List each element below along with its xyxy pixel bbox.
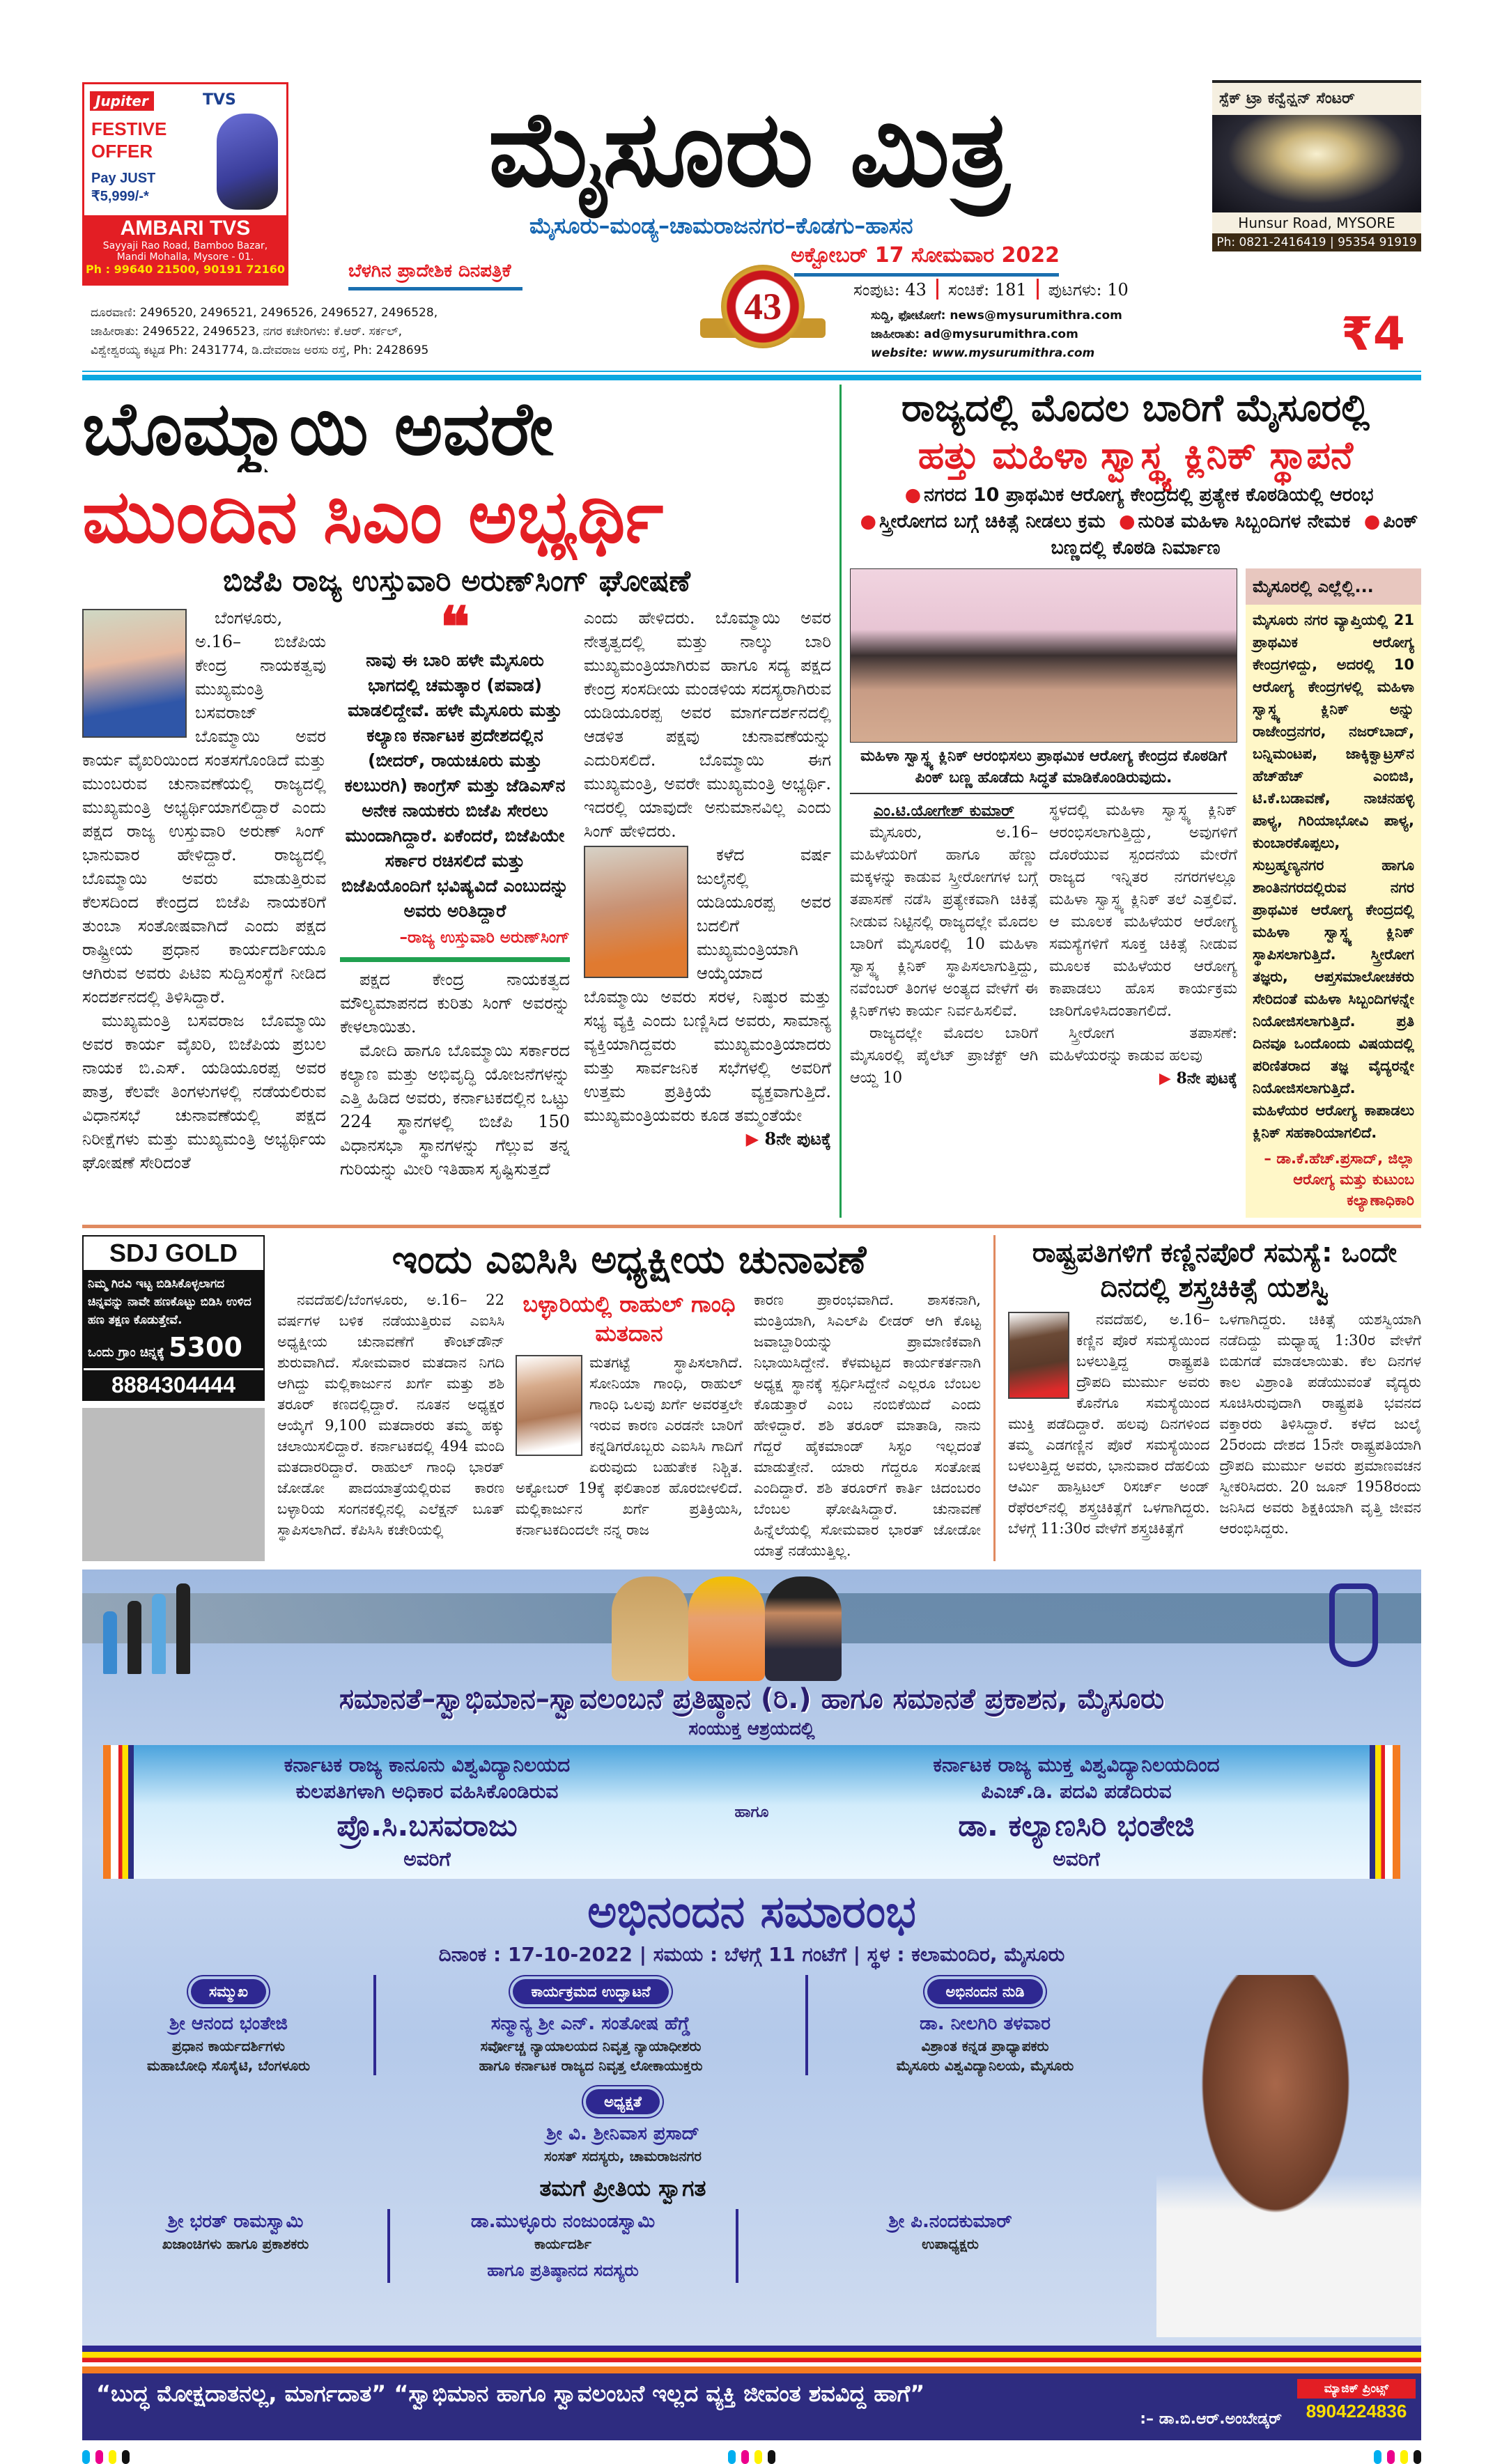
printer-ad[interactable] (1297, 2379, 1416, 2424)
highlight: ಸ್ತ್ರೀರೋಗದ ಬಗ್ಗೆ ಚಿಕಿತ್ಸೆ ನೀಡಲು ಕ್ರಮ (879, 511, 1106, 532)
role-desc: ವಿಶ್ರಾಂತ ಕನ್ನಡ ಪ್ರಾಧ್ಯಾಪಕರು (921, 2038, 1049, 2054)
price: ₹4 (1341, 307, 1405, 361)
honoree-name: ಪ್ರೊ.ಸಿ.ಬಸವರಾಜು (336, 1808, 518, 1843)
paragraph: ಕಳೆದ ವರ್ಷ ಜುಲೈನಲ್ಲಿ ಯಡಿಯೂರಪ್ಪ ಅವರ ಬದಲಿಗೆ ಮುಖ್ಯಮಂತ್ರಿಯಾಗಿ ಆಯ್ಕೆಯಾದ ಬೊಮ್ಮಾಯಿ ಅವರು ಸರಳ, ನಿಷ್ಠುರ ಮತ್ತು ಸಭ್ಯ ವ್ಯಕ್ತಿ ಎಂದು ಬಣ್ಣಿಸಿದ ಅವರು, ಸಾಮಾನ್ಯ ವ್ಯಕ್ತಿಯಾಗಿದ್ದವರು ಮುಖ್ಯಮಂತ್ರಿಯಾದರು ಮತ್ತು ಸಾರ್ವಜನಿಕ ಸಭೆಗಳಲ್ಲಿ ಅವರಿಗೆ ಉತ್ತಮ ಪ್ರತಿಕ್ರಿಯೆ ವ್ಯಕ್ತವಾಗುತ್ತಿದೆ. ಮುಖ್ಯಮಂತ್ರಿಯವರು ಕೂಡ ತಮ್ಮಂತೆಯೇ (584, 845, 831, 1125)
bullet-icon: ● (1363, 511, 1381, 532)
registration-marks (82, 2450, 130, 2464)
news-email[interactable]: ಸುದ್ದಿ, ಫೋಟೋಗೆ: news@mysurumithra.com (871, 309, 1122, 323)
host-name: ಶ್ರೀ ಭರತ್ ರಾಮಸ್ವಾಮಿ (167, 2211, 304, 2232)
ad-email[interactable]: ಜಾಹೀರಾತು: ad@mysurumithra.com (871, 327, 1078, 341)
role-felicitation-speech (814, 1975, 1156, 2075)
dealer-phone: Ph : 99640 21500, 90191 72160 (85, 263, 286, 276)
left-ads (82, 1235, 265, 1561)
honoree-suffix: ಅವರಿಗೆ (1053, 1847, 1100, 1870)
president-column-1 (1008, 1309, 1210, 1539)
lead-columns (82, 594, 831, 1181)
registration-marks (728, 2450, 775, 2464)
paragraph: ರಾಜ್ಯದಲ್ಲೇ ಮೊದಲ ಬಾರಿಗೆ ಮೈಸೂರಲ್ಲಿ ಪೈಲೆಟ್ ಪ್ರಾಜೆಕ್ಟ್ ಆಗಿ ಆಯ್ದ 10 (850, 1025, 1038, 1087)
divider (82, 1225, 1421, 1228)
byline: ಎಂ.ಟಿ.ಯೋಗೇಶ್ ಕುಮಾರ್ (874, 802, 1014, 820)
clinic-column-2 (1049, 800, 1237, 1090)
role-presidency (89, 2085, 1156, 2166)
divider (82, 375, 1421, 380)
organization-logo (1329, 1583, 1378, 1667)
issue-number: ಸಂಚಿಕೆ: 181 (947, 280, 1027, 300)
paragraph: ಮೈಸೂರು, ಅ.16– ಮಹಿಳೆಯರಿಗೆ ಹಾಗೂ ಹೆಣ್ಣು ಮಕ್ಕಳನ್ನು ಕಾಡುವ ಸ್ತ್ರೀರೋಗಗಳ ಬಗ್ಗೆ ತಪಾಸಣೆ ನಡೆಸಿ ಪ್ರತ್ಯೇಕವಾಗಿ ಚಿಕಿತ್ಸೆ ನೀಡುವ ನಿಟ್ಟಿನಲ್ಲಿ ರಾಜ್ಯದಲ್ಲೇ ಮೊದಲ ಬಾರಿಗೆ ಮೈಸೂರಲ್ಲಿ 10 ಮಹಿಳಾ ಸ್ವಾಸ್ಥ್ಯ ಕ್ಲಿನಿಕ್ ಸ್ಥಾಪಿಸಲಾಗುತ್ತಿದ್ದು, ನವೆಂಬರ್ ತಿಂಗಳ ಅಂತ್ಯದ ವೇಳೆಗೆ ಈ ಕ್ಲಿನಿಕ್‌ಗಳು ಕಾರ್ಯ ನಿರ್ವಹಿಸಲಿವೆ. (850, 824, 1038, 1020)
aicc-column-2 (516, 1289, 743, 1561)
aicc-subheadline: ಬಳ್ಳಾರಿಯಲ್ಲಿ ರಾಹುಲ್ ಗಾಂಧಿ ಮತದಾನ (522, 1291, 736, 1347)
joint-auspices: ಸಂಯುಕ್ತ ಆಶ್ರಯದಲ್ಲಿ (688, 1719, 815, 1739)
ambedkar-quote: “ಬುದ್ಧ ಮೋಕ್ಷದಾತನಲ್ಲ, ಮಾರ್ಗದಾತ” “ಸ್ವಾಭಿಮಾನ ಹಾಗೂ ಸ್ವಾವಲಂಬನೆ ಇಲ್ಲದ ವ್ಯಕ್ತಿ ಜೀವಂತ ಶವವಿದ್ದ ಹಾಗೆ” (96, 2380, 925, 2407)
marching-figures-illustration (96, 1576, 215, 1674)
lead-story (82, 385, 831, 1218)
role-label: ಅಭಿನಂದನ ನುಡಿ (927, 1979, 1042, 2004)
role-label: ಅಧ್ಯಕ್ಷತೆ (586, 2089, 660, 2114)
honoree-name: ಡಾ. ಕಲ್ಯಾಣಸಿರಿ ಭಂತೇಜಿ (958, 1808, 1195, 1843)
divider (340, 957, 570, 962)
clinic-columns (850, 800, 1237, 1090)
flag-stripes (82, 2346, 1421, 2373)
felicitation-event-advertisement[interactable] (82, 1570, 1421, 2346)
paragraph: ಮೋದಿ ಹಾಗೂ ಬೊಮ್ಮಾಯಿ ಸರ್ಕಾರದ ಕಲ್ಯಾಣ ಮತ್ತು ಅಭಿವೃದ್ಧಿ ಯೋಜನೆಗಳನ್ನು ಎತ್ತಿ ಹಿಡಿದ ಅವರು, ಕರ್ನಾಟಕದಲ್ಲಿನ ಒಟ್ಟು 224 ಸ್ಥಾನಗಳಲ್ಲಿ ಬಿಜೆಪಿ 150 ವಿಧಾನಸಭಾ ಸ್ಥಾನಗಳನ್ನು ಗೆಲ್ಲುವ ತನ್ನ ಗುರಿಯನ್ನು ಮೀರಿ ಇತಿಹಾಸ ಸೃಷ್ಟಿಸುತ್ತದೆ (340, 1041, 570, 1179)
top-stories-row (82, 385, 1421, 1218)
honorees-panel (103, 1745, 1400, 1879)
dealer-address: Sayyaji Rao Road, Bamboo Bazar, Mandi Mohalla, Mysore - 01. (102, 240, 268, 263)
hosts-footer: ಹಾಗೂ ಪ್ರತಿಷ್ಠಾನದ ಸದಸ್ಯರು (487, 2261, 639, 2280)
paragraph: ಮತಗಟ್ಟೆ ಸ್ಥಾಪಿಸಲಾಗಿದೆ. ಸೋನಿಯಾ ಗಾಂಧಿ, ರಾಹುಲ್ ಗಾಂಧಿ ಒಲವು ಖರ್ಗೆ ಅವರತ್ತಲೇ ಇರುವ ಕಾರಣ ಎರಡನೇ ಬಾರಿಗೆ ಕನ್ನಡಿಗರೊಬ್ಬರು ಎಐಸಿಸಿ ಗಾದಿಗೆ ಏರುವುದು ಬಹುತೇಕ ನಿಶ್ಚಿತ. ಅಕ್ಟೋಬರ್ 19ಕ್ಕೆ ಫಲಿತಾಂಶ ಹೊರಬೀಳಲಿದೆ. ಮಲ್ಲಿಕಾರ್ಜುನ ಖರ್ಗೆ ಪ್ರತಿಕ್ರಿಯಿಸಿ, ಕರ್ನಾಟಕದಿಂದಲೇ ನನ್ನ ರಾಜ (516, 1354, 743, 1538)
highlight: ಪಿಂಕ್ ಬಣ್ಣದಲ್ಲಿ ಕೊಠಡಿ ನಿರ್ಮಾಣ (1051, 511, 1418, 559)
aicc-column-3 (754, 1289, 981, 1561)
host-name: ಶ್ರೀ ಪಿ.ನಂದಕುಮಾರ್ (888, 2211, 1012, 2232)
bullet-icon: ● (904, 484, 922, 506)
host (89, 2209, 382, 2254)
convention-center-advertisement[interactable] (1212, 80, 1421, 251)
dealer-name: AMBARI TVS (120, 217, 251, 240)
paragraph: ಸ್ಥಳದಲ್ಲಿ ಮಹಿಳಾ ಸ್ವಾಸ್ಥ್ಯ ಕ್ಲಿನಿಕ್ ಆರಂಭಿಸಲಾಗುತ್ತಿದ್ದು, ಅವುಗಳಿಗೆ ದೊರೆಯುವ ಸ್ಪಂದನೆಯ ಮೇರೆಗೆ ರಾಜ್ಯದ ಇನ್ನಿತರ ನಗರಗಳಲ್ಲೂ ಮಹಿಳಾ ಸ್ವಾಸ್ಥ್ಯ ಕ್ಲಿನಿಕ್ ತಲೆ ಎತ್ತಲಿವೆ. ಆ ಮೂಲಕ ಮಹಿಳೆಯರ ಆರೋಗ್ಯ ಸಮಸ್ಯೆಗಳಿಗೆ ಸೂಕ್ತ ಚಿಕಿತ್ಸೆ ನೀಡುವ ಮೂಲಕ ಮಹಿಳೆಯರ ಆರೋಗ್ಯ ಕಾಪಾಡಲು ಹೊಸ ಕಾರ್ಯಕ್ರಮ ಜಾರಿಗೊಳಿಸಿದಂತಾಗಲಿದೆ. (1049, 802, 1237, 1020)
paragraph: ಪಕ್ಷದ ಕೇಂದ್ರ ನಾಯಕತ್ವದ ಮೌಲ್ಯಮಾಪನದ ಕುರಿತು ಸಿಂಗ್ ಅವರನ್ನು ಕೇಳಲಾಯಿತು. (340, 970, 570, 1037)
arrow-icon: ▶ (1159, 1069, 1177, 1087)
host (396, 2209, 730, 2283)
paragraph: ಒಳಗಾಗಿದ್ದರು. ಚಿಕಿತ್ಸೆ ಯಶಸ್ವಿಯಾಗಿ ನಡೆದಿದ್ದು ಮಧ್ಯಾಹ್ನ 1:30ರ ವೇಳೆಗೆ ಬಿಡುಗಡೆ ಮಾಡಲಾಯಿತು. ಕೆಲ ದಿನಗಳ ಕಾಲ ವಿಶ್ರಾಂತಿ ಪಡೆಯುವಂತೆ ವೈದ್ಯರು ಸೂಚಿಸಿರುವುದಾಗಿ ರಾಷ್ಟ್ರಪತಿ ಭವನದ ವಕ್ತಾರರು ತಿಳಿಸಿದ್ದಾರೆ. ಕಳೆದ ಜುಲೈ 25ರಂದು ದೇಶದ 15ನೇ ರಾಷ್ಟ್ರಪತಿಯಾಗಿ ದ್ರೌಪದಿ ಮುರ್ಮು ಅವರು ಪ್ರಮಾಣವಚನ ಸ್ವೀಕರಿಸಿದರು. 20 ಜೂನ್ 1958ರಂದು ಜನಿಸಿದ ಅವರು ಶಿಕ್ಷಕಿಯಾಗಿ ವೃತ್ತಿ ಜೀವನ ಆರಂಭಿಸಿದ್ದರು. (1219, 1311, 1421, 1537)
lead-column-1 (82, 606, 326, 1181)
ambedkar-quote-banner (82, 2373, 1421, 2440)
divider (348, 287, 522, 290)
contact-line: ಜಾಹೀರಾತು: 2496522, 2496523, ನಗರ ಕಚೇರಿಗಳು: ಕೆ.ಆರ್. ಸರ್ಕಲ್, (91, 325, 403, 339)
aicc-headline: ಇಂದು ಎಐಸಿಸಿ ಅಧ್ಯಕ್ಷೀಯ ಚುನಾವಣೆ (392, 1237, 867, 1283)
honoree-desc: ಕುಲಪತಿಗಳಾಗಿ ಅಧಿಕಾರ ವಹಿಸಿಕೊಂಡಿರುವ (295, 1780, 559, 1803)
quote-attribution: :– ಡಾ.ಬಿ.ಆರ್.ಅಂಬೇಡ್ಕರ್ (1140, 2410, 1282, 2428)
pull-quote (340, 594, 570, 1181)
clinic-room-photo (850, 568, 1237, 743)
festive-offer-text: FESTIVE OFFER (91, 118, 167, 162)
paragraph: ಕಾರಣ ಪ್ರಾರಂಭವಾಗಿದೆ. ಶಾಸಕನಾಗಿ, ಮಂತ್ರಿಯಾಗಿ, ಸಿಎಲ್‌ಪಿ ಲೀಡರ್ ಆಗಿ ಕೊಟ್ಟ ಜವಾಬ್ದಾರಿಯನ್ನು ಪ್ರಾಮಾಣಿಕವಾಗಿ ನಿಭಾಯಿಸಿದ್ದೇನೆ. ಕೆಳಮಟ್ಟದ ಕಾರ್ಯಕರ್ತನಾಗಿ ಅಧ್ಯಕ್ಷ ಸ್ಥಾನಕ್ಕೆ ಸ್ಪರ್ಧಿಸಿದ್ದೇನೆ ಎಲ್ಲರೂ ಬೆಂಬಲ ಕೊಡುತ್ತಾರೆ ಎಂಬ ನಂಬಿಕೆಯಿದೆ ಎಂದು ಹೇಳಿದ್ದಾರೆ. ಶಶಿ ತರೂರ್ ಮಾತಾಡಿ, ನಾನು ಗೆದ್ದರೆ ಹೈಕಮಾಂಡ್ ಸಿಸ್ಟಂ ಇಲ್ಲದಂತೆ ಮಾಡುತ್ತೇನೆ. ಯಾರು ಗೆದ್ದರೂ ಸಂತೋಷ ಎಂದಿದ್ದಾರೆ. ಶಶಿ ತರೂರ್‌ಗೆ ಕಾರ್ತಿ ಚಿದಂಬರಂ ಬೆಂಬಲ ಘೋಷಿಸಿದ್ದಾರೆ. ಚುನಾವಣೆ ಹಿನ್ನೆಲೆಯಲ್ಲಿ ಸೋಮವಾರ ಭಾರತ್ ಜೋಡೋ ಯಾತ್ರೆ ನಡೆಯುತ್ತಿಲ್ಲ. (754, 1292, 981, 1559)
convention-center-title: ಸ್ಪೆಕ್ ಟ್ರಾ ಕನ್ವೆನ್ಷನ್ ಸೆಂಟರ್ (1212, 83, 1421, 115)
newspaper-title: ಮೈಸೂರು ಮಿತ್ರ (488, 88, 1010, 210)
role-label: ಸಮ್ಮುಖ (191, 1979, 266, 2004)
divider (373, 1975, 376, 2075)
aicc-column-1 (277, 1289, 504, 1561)
roles-row (89, 1975, 1156, 2075)
role-desc: ಮಹಾಬೋಧಿ ಸೊಸೈಟಿ, ಬೆಂಗಳೂರು (146, 2057, 311, 2074)
aicc-columns (277, 1289, 981, 1561)
honoree-desc: ಕರ್ನಾಟಕ ರಾಜ್ಯ ಕಾನೂನು ವಿಶ್ವವಿದ್ಯಾನಿಲಯದ (284, 1753, 571, 1776)
president-columns (1008, 1309, 1421, 1539)
sidebar-box-signature: – ಡಾ.ಕೆ.ಹೆಚ್.ಪ್ರಸಾದ್, ಜಿಲ್ಲಾ ಆರೋಗ್ಯ ಮತ್ತು ಕುಟುಂಬ ಕಲ್ಯಾಣಾಧಿಕಾರಿ (1264, 1150, 1414, 1209)
tagline: ಬೆಳಗಿನ ಪ್ರಾದೇಶಿಕ ದಿನಪತ್ರಿಕೆ (348, 261, 511, 281)
role-desc: ಹಾಗೂ ಕರ್ನಾಟಕ ರಾಜ್ಯದ ನಿವೃತ್ತ ಲೋಕಾಯುಕ್ತರು (479, 2057, 703, 2074)
basavanna-portrait (688, 1576, 765, 1681)
divider (1037, 279, 1039, 300)
bommai-photo (584, 846, 688, 978)
president-column-2 (1220, 1309, 1422, 1539)
role-name: ಡಾ. ನೀಲಗಿರಿ ತಳವಾರ (920, 2013, 1051, 2034)
event-title: ಅಭಿನಂದನ ಸಮಾರಂಭ (587, 1886, 916, 1938)
paragraph: ಸ್ತ್ರೀರೋಗ ತಪಾಸಣೆ: ಮಹಿಳೆಯರನ್ನು ಕಾಡುವ ಹಲವು (1049, 1025, 1237, 1064)
honoree-desc: ಕರ್ನಾಟಕ ರಾಜ್ಯ ಮುಕ್ತ ವಿಶ್ವವಿದ್ಯಾನಿಲಯದಿಂದ (933, 1753, 1220, 1776)
tvs-logo: TVS (203, 91, 236, 109)
honoree-left (134, 1752, 720, 1872)
host-name: ಡಾ.ಮುಳ್ಳೂರು ನಂಜುಂಡಸ್ವಾಮಿ (470, 2211, 656, 2232)
website-link[interactable]: website: www.mysurumithra.com (871, 346, 1095, 360)
and-label: ಹಾಗೂ (734, 1803, 769, 1821)
continued-label: 8ನೇ ಪುಟಕ್ಕೆ (764, 1129, 831, 1149)
host-desc: ಖಜಾಂಚಿಗಳು ಹಾಗೂ ಪ್ರಕಾಶಕರು (162, 2236, 309, 2252)
page-count: ಪುಟಗಳು: 10 (1048, 280, 1129, 300)
clinic-body (850, 568, 1421, 1218)
honoree-right (783, 1752, 1370, 1872)
paragraph: ನವದೆಹಲಿ/ಬೆಂಗಳೂರು, ಅ.16– 22 ವರ್ಷಗಳ ಬಳಿಕ ನಡೆಯುತ್ತಿರುವ ಎಐಸಿಸಿ ಅಧ್ಯಕ್ಷೀಯ ಚುನಾವಣೆಗೆ ಕೌಂಟ್‌ಡೌನ್ ಶುರುವಾಗಿದೆ. ಸೋಮವಾರ ಮತದಾನ ನಿಗದಿ ಆಗಿದ್ದು ಮಲ್ಲಿಕಾರ್ಜುನ ಖರ್ಗೆ ಮತ್ತು ಶಶಿ ತರೂರ್ ಕಣದಲ್ಲಿದ್ದಾರೆ. ನೂತನ ಅಧ್ಯಕ್ಷರ ಆಯ್ಕೆಗೆ 9,100 ಮತದಾರರು ತಮ್ಮ ಹಕ್ಕು ಚಲಾಯಿಸಲಿದ್ದಾರೆ. ಕರ್ನಾಟಕದಲ್ಲಿ 494 ಮಂದಿ ಮತದಾರರಿದ್ದಾರೆ. ರಾಹುಲ್ ಗಾಂಧಿ ಭಾರತ್ ಜೋಡೋ ಪಾದಯಾತ್ರೆಯಲ್ಲಿರುವ ಕಾರಣ ಬಳ್ಳಾರಿಯ ಸಂಗನಕಲ್ಲಿನಲ್ಲಿ ಎಲೆಕ್ಷನ್ ಬೂತ್ ಸ್ಥಾಪಿಸಲಾಗಿದೆ. ಕೆಪಿಸಿಸಿ ಕಚೇರಿಯಲ್ಲಿ (277, 1292, 504, 1538)
blank-ad-space (82, 1408, 265, 1561)
emblem-number: 43 (721, 265, 805, 348)
rate-label: ಒಂದು ಗ್ರಾಂ ಚಿನ್ನಕ್ಕೆ (88, 1345, 164, 1360)
tvs-advertisement[interactable] (82, 82, 288, 286)
leader-portraits (612, 1573, 842, 1681)
registration-marks (1374, 2450, 1421, 2464)
divider (387, 2209, 390, 2283)
clinic-column-1 (850, 800, 1038, 1090)
convention-center-location: Hunsur Road, MYSORE (1212, 212, 1421, 233)
bullet-icon: ● (1118, 511, 1136, 532)
contact-line: ವಿಶ್ವೇಶ್ವರಯ್ಯ ಕಟ್ಟಡ Ph: 2431774, ಡಿ.ದೇವರಾಜ ಅರಸು ರಸ್ತೆ, Ph: 2428695 (91, 343, 429, 357)
divider (82, 371, 1421, 372)
contact-emails (871, 307, 1122, 363)
hosts-row (89, 2209, 1156, 2283)
role-label: ಕಾರ್ಯಕ್ರಮದ ಉದ್ಘಾಟನೆ (513, 1979, 668, 2004)
scooter-image (217, 114, 278, 210)
aicc-story (277, 1235, 981, 1561)
ad-banner-art (82, 1570, 1421, 1681)
paragraph: ಮುಖ್ಯಮಂತ್ರಿ ಬಸವರಾಜ ಬೊಮ್ಮಾಯಿ ಅವರ ಕಾರ್ಯ ವೈಖರಿ, ಬಿಜೆಪಿಯ ಪ್ರಬಲ ನಾಯಕ ಬಿ.ಎಸ್. ಯಡಿಯೂರಪ್ಪ ಅವರ ಪಾತ್ರ, ಕೆಲವೇ ತಿಂಗಳುಗಳಲ್ಲಿ ನಡೆಯಲಿರುವ ವಿಧಾನಸಭೆ ಚುನಾವಣೆಯಲ್ಲಿ ಪಕ್ಷದ ನಿರೀಕ್ಷೆಗಳು ಮತ್ತು ಮುಖ್ಯಮಂತ್ರಿ ಅಭ್ಯರ್ಥಿಯ ಘೋಷಣೆ ಸೇರಿದಂತೆ (82, 1011, 326, 1172)
droupadi-murmu-photo (1008, 1312, 1069, 1399)
divider (736, 2209, 738, 2283)
sdj-gold-phone: 8884304444 (84, 1368, 263, 1400)
clinic-story (850, 385, 1421, 1218)
sdj-gold-rate (84, 1332, 263, 1368)
sdj-gold-message: ನಿಮ್ಮ ಗಿರವಿ ಇಟ್ಟ ಬಿಡಿಸಿಕೊಳ್ಳಲಾಗದ ಚಿನ್ನವನ್ನು ನಾವೇ ಹಣಕೊಟ್ಟು ಬಿಡಿಸಿ ಉಳಿದ ಹಣ ತಕ್ಷಣ ಕೊಡುತ್ತೇವೆ. (88, 1277, 251, 1327)
printer-name: ಮ್ಯಾಜಿಕ್ ಪ್ರಿಂಟ್ಸ್ (1324, 2382, 1389, 2396)
honorees (134, 1745, 1370, 1879)
convention-center-image (1212, 115, 1421, 212)
quote-mark-icon: ❝ (440, 594, 470, 660)
president-headline: ರಾಷ್ಟ್ರಪತಿಗಳಿಗೆ ಕಣ್ಣಿನಪೊರೆ ಸಮಸ್ಯೆ: ಒಂದೇ ದಿನದಲ್ಲಿ ಶಸ್ತ್ರಚಿಕಿತ್ಸೆ ಯಶಸ್ವಿ (1032, 1237, 1398, 1303)
host-desc: ಕಾರ್ಯದರ್ಶಿ (534, 2236, 592, 2252)
role-name: ಶ್ರೀ ಆನಂದ ಭಂತೇಜಿ (169, 2013, 288, 2034)
lead-headline-line2: ಮುಂದಿನ ಸಿಎಂ ಅಭ್ಯರ್ಥಿ (82, 472, 664, 559)
contact-numbers (91, 304, 438, 360)
quote-attribution: –ರಾಜ್ಯ ಉಸ್ತುವಾರಿ ಅರುಣ್‌ಸಿಂಗ್ (399, 929, 570, 947)
paragraph: ಎಂದು ಹೇಳಿದರು. ಬೊಮ್ಮಾಯಿ ಅವರ ನೇತೃತ್ವದಲ್ಲಿ ಮತ್ತು ನಾಲ್ಕು ಬಾರಿ ಮುಖ್ಯಮಂತ್ರಿಯಾಗಿರುವ ಹಾಗೂ ಸದ್ಯ ಪಕ್ಷದ ಕೇಂದ್ರ ಸಂಸದೀಯ ಮಂಡಳಿಯ ಸದಸ್ಯರಾಗಿರುವ ಯಡಿಯೂರಪ್ಪ ಅವರ ಮಾರ್ಗದರ್ಶನದಲ್ಲಿ ಆಡಳಿತ ಪಕ್ಷವು ಚುನಾವಣೆಯನ್ನು ಎದುರಿಸಲಿದೆ. ಬೊಮ್ಮಾಯಿ ಈಗ ಮುಖ್ಯಮಂತ್ರಿ, ಅವರೇ ಮುಖ್ಯಮಂತ್ರಿ ಅಭ್ಯರ್ಥಿ. ಇದರಲ್ಲಿ ಯಾವುದೇ ಅನುಮಾನವಿಲ್ಲ ಎಂದು ಸಿಂಗ್ ಹೇಳಿದರು. (584, 608, 831, 841)
sidebar-box-title: ಮೈಸೂರಲ್ಲಿ ಎಲ್ಲೆಲ್ಲಿ... (1246, 568, 1421, 605)
continued-link[interactable] (584, 1127, 831, 1151)
role-desc: ಪ್ರಧಾನ ಕಾರ್ಯದರ್ಶಿಗಳು (172, 2038, 285, 2054)
role-presence (89, 1975, 368, 2075)
flag-stripe-right (1370, 1745, 1400, 1879)
bullet-icon: ● (860, 511, 877, 532)
clinic-main (850, 568, 1237, 1090)
pay-just-text: Pay JUST ₹5,999/-* (91, 171, 156, 204)
president-story (1008, 1235, 1421, 1561)
srinivas-prasad-photo (1156, 1975, 1421, 2337)
clinic-headline-line1: ರಾಜ್ಯದಲ್ಲಿ ಮೊದಲ ಬಾರಿಗೆ ಮೈಸೂರಲ್ಲಿ (901, 386, 1370, 430)
host-desc: ಉಪಾಧ್ಯಕ್ಷರು (922, 2236, 979, 2252)
paragraph: ನವದೆಹಲಿ, ಅ.16– ಕಣ್ಣಿನ ಪೊರೆ ಸಮಸ್ಯೆಯಿಂದ ಬಳಲುತ್ತಿದ್ದ ರಾಷ್ಟ್ರಪತಿ ದ್ರೌಪದಿ ಮುರ್ಮು ಅವರು ಕೊನೆಗೂ ಸಮಸ್ಯೆಯಿಂದ ಮುಕ್ತಿ ಪಡೆದಿದ್ದಾರೆ. ಹಲವು ದಿನಗಳಿಂದ ತಮ್ಮ ಎಡಗಣ್ಣಿನ ಪೊರೆ ಸಮಸ್ಯೆಯಿಂದ ಬಳಲುತ್ತಿದ್ದ ಅವರು, ಭಾನುವಾರ ದೆಹಲಿಯ ಆರ್ಮಿ ಹಾಸ್ಪಿಟಲ್ ರಿಸರ್ಚ್ ಅಂಡ್ ರೆಫೆರಲ್‌ನಲ್ಲಿ ಶಸ್ತ್ರಚಿಕಿತ್ಸೆಗೆ ಒಳಗಾಗಿದ್ದರು. ಬೆಳಗ್ಗೆ 11:30ರ ವೇಳೆಗೆ ಶಸ್ತ್ರಚಿಕಿತ್ಸೆಗೆ (1008, 1311, 1210, 1537)
honoree-desc: ಪಿಎಚ್.ಡಿ. ಪದವಿ ಪಡೆದಿರುವ (981, 1780, 1172, 1803)
ambedkar-portrait (765, 1576, 842, 1681)
divider (805, 1975, 808, 2075)
paragraph: ಬೆಂಗಳೂರು, ಅ.16– ಬಿಜೆಪಿಯ ಕೇಂದ್ರ ನಾಯಕತ್ವವು ಮುಖ್ಯಮಂತ್ರಿ ಬಸವರಾಜ್ ಬೊಮ್ಮಾಯಿ ಅವರ ಕಾರ್ಯ ವೈಖರಿಯಿಂದ ಸಂತಸಗೊಂಡಿದೆ ಮತ್ತು ಮುಂಬರುವ ಚುನಾವಣೆಯಲ್ಲಿ ರಾಜ್ಯದಲ್ಲಿ ಮುಖ್ಯಮಂತ್ರಿ ಅಭ್ಯರ್ಥಿಯಾಗಲಿದ್ದಾರೆ ಎಂದು ಪಕ್ಷದ ರಾಜ್ಯ ಉಸ್ತುವಾರಿ ಅರುಣ್ ಸಿಂಗ್ ಭಾನುವಾರ ಹೇಳಿದ್ದಾರೆ. ರಾಜ್ಯದಲ್ಲಿ ಬೊಮ್ಮಾಯಿ ಅವರು ಮಾಡುತ್ತಿರುವ ಕೆಲಸದಿಂದ ಕೇಂದ್ರದ ಬಿಜೆಪಿ ನಾಯಕರಿಗೆ ತುಂಬಾ ಸಂತೋಷವಾಗಿದೆ ಎಂದು ಪಕ್ಷದ ರಾಷ್ಟ್ರೀಯ ಪ್ರಧಾನ ಕಾರ್ಯದರ್ಶಿಯೂ ಆಗಿರುವ ಅವರು ಪಿಟಿಐ ಸುದ್ದಿಸಂಸ್ಥೆಗೆ ನೀಡಿದ ಸಂದರ್ಶನದಲ್ಲಿ ತಿಳಿಸಿದ್ದಾರೆ. (82, 608, 326, 1007)
highlight: ನಗರದ 10 ಪ್ರಾಥಮಿಕ ಆರೋಗ್ಯ ಕೇಂದ್ರದಲ್ಲಿ ಪ್ರತ್ಯೇಕ ಕೊಠಡಿಯಲ್ಲಿ ಆರಂಭ (924, 484, 1374, 506)
honoree-suffix: ಅವರಿಗೆ (403, 1847, 451, 1870)
sdj-gold-title: SDJ GOLD (84, 1237, 263, 1272)
welcome-text: ತಮಗೆ ಪ್ರೀತಿಯ ಸ್ವಾಗತ (539, 2175, 706, 2201)
divider (936, 279, 938, 300)
quote-text: ನಾವು ಈ ಬಾರಿ ಹಳೇ ಮೈಸೂರು ಭಾಗದಲ್ಲಿ ಚಮತ್ಕಾರ (ಪವಾಡ) ಮಾಡಲಿದ್ದೇವೆ. ಹಳೇ ಮೈಸೂರು ಮತ್ತು ಕಲ್ಯಾಣ ಕರ್ನಾಟಕ ಪ್ರದೇಶದಲ್ಲಿನ (ಬೀದರ್, ರಾಯಚೂರು ಮತ್ತು ಕಲಬುರಗಿ) ಕಾಂಗ್ರೆಸ್ ಮತ್ತು ಜೆಡಿಎಸ್‌ನ ಅನೇಕ ನಾಯಕರು ಬಿಜೆಪಿ ಸೇರಲು ಮುಂದಾಗಿದ್ದಾರೆ. ಏಕೆಂದರೆ, ಬಿಜೆಪಿಯೇ ಸರ್ಕಾರ ರಚಿಸಲಿದೆ ಮತ್ತು ಬಿಜೆಪಿಯೊಂದಿಗೆ ಭವಿಷ್ಯವಿದೆ ಎಂಬುದನ್ನು ಅವರು ಅರಿತಿದ್ದಾರೆ (341, 650, 569, 921)
highlight: ನುರಿತ ಮಹಿಳಾ ಸಿಬ್ಬಂದಿಗಳ ನೇಮಕ (1138, 511, 1351, 532)
continued-link[interactable] (1049, 1067, 1237, 1090)
lead-subheadline: ಬಿಜೆಪಿ ರಾಜ್ಯ ಉಸ್ತುವಾರಿ ಅರುಣ್‌ಸಿಂಗ್ ಘೋಷಣೆ (223, 564, 690, 598)
event-program (82, 1975, 1421, 2337)
event-details: ದಿನಾಂಕ : 17-10-2022 | ಸಮಯ : ಬೆಳಗ್ಗೆ 11 ಗಂಟೆಗೆ | ಸ್ಥಳ : ಕಲಾಮಂದಿರ, ಮೈಸೂರು (438, 1943, 1065, 1966)
rate-value: 5300 (169, 1332, 242, 1363)
anniversary-emblem (700, 252, 826, 364)
role-desc: ಸರ್ವೋಚ್ಚ ನ್ಯಾಯಾಲಯದ ನಿವೃತ್ತ ನ್ಯಾಯಾಧೀಶರು (480, 2038, 702, 2054)
organizers: ಸಮಾನತೆ–ಸ್ವಾಭಿಮಾನ–ಸ್ವಾವಲಂಬನೆ ಪ್ರತಿಷ್ಠಾನ (ರಿ.) ಹಾಗೂ ಸಮಾನತೆ ಪ್ರಕಾಶನ, ಮೈಸೂರು (339, 1683, 1165, 1715)
issue-date: ಅಕ್ಟೋಬರ್ 17 ಸೋಮವಾರ 2022 (791, 243, 1060, 268)
continued-label: 8ನೇ ಪುಟಕ್ಕೆ (1176, 1069, 1237, 1087)
divider (839, 385, 842, 1218)
sidebar-box-body: ಮೈಸೂರು ನಗರ ವ್ಯಾಪ್ತಿಯಲ್ಲಿ 21 ಪ್ರಾಥಮಿಕ ಆರೋಗ್ಯ ಕೇಂದ್ರಗಳಿದ್ದು, ಅದರಲ್ಲಿ 10 ಆರೋಗ್ಯ ಕೇಂದ್ರಗಳಲ್ಲಿ ಮಹಿಳಾ ಸ್ವಾಸ್ಥ್ಯ ಕ್ಲಿನಿಕ್ ಅನ್ನು ರಾಜೇಂದ್ರನಗರ, ನಜರ್‌ಬಾದ್, ಬನ್ನಿಮಂಟಪ, ಜಾಕ್ಕಿಕ್ವಾಟ್ರಸ್‌ನ ಹೆಚ್‌ಹೆಚ್ ಎಂಬಿಜಿ, ಟಿ.ಕೆ.ಬಡಾವಣೆ, ನಾಚನಹಳ್ಳಿ ಪಾಳ್ಯ, ಗಿರಿಯಾಭೋವಿ ಪಾಳ್ಯ, ಕುಂಬಾರಕೊಪ್ಪಲು, ಸುಬ್ರಹ್ಮಣ್ಯನಗರ ಹಾಗೂ ಶಾಂತಿನಗರದಲ್ಲಿರುವ ನಗರ ಪ್ರಾಥಮಿಕ ಆರೋಗ್ಯ ಕೇಂದ್ರದಲ್ಲಿ ಮಹಿಳಾ ಸ್ವಾಸ್ಥ್ಯ ಕ್ಲಿನಿಕ್ ಸ್ಥಾಪಿಸಲಾಗುತ್ತಿದೆ. ಸ್ತ್ರೀರೋಗ ತಜ್ಞರು, ಆಪ್ತಸಮಾಲೋಚಕರು ಸೇರಿದಂತೆ ಮಹಿಳಾ ಸಿಬ್ಬಂದಿಗಳನ್ನೇ ನಿಯೋಜಿಸಲಾಗುತ್ತಿದೆ. ಪ್ರತಿ ದಿನವೂ ಒಂದೊಂದು ವಿಷಯದಲ್ಲಿ ಪರಿಣಿತರಾದ ತಜ್ಞ ವೈದ್ಯರನ್ನೇ ನಿಯೋಜಿಸಲಾಗುತ್ತಿದೆ. ಮಹಿಳೆಯರ ಆರೋಗ್ಯ ಕಾಪಾಡಲು ಕ್ಲಿನಿಕ್ ಸಹಕಾರಿಯಾಗಲಿದೆ. (1253, 612, 1414, 1141)
clinic-headline-line2: ಹತ್ತು ಮಹಿಳಾ ಸ್ವಾಸ್ಥ್ಯ ಕ್ಲಿನಿಕ್ ಸ್ಥಾಪನೆ (918, 433, 1354, 477)
jupiter-logo: Jupiter (90, 91, 154, 111)
arrow-icon: ▶ (745, 1129, 765, 1149)
host (744, 2209, 1156, 2254)
roles-area (82, 1975, 1156, 2337)
volume: ಸಂಪುಟ: 43 (853, 280, 927, 300)
arun-singh-photo (82, 609, 187, 738)
sdj-gold-advertisement[interactable] (82, 1235, 265, 1401)
regions-tagline: ಮೈಸೂರು–ಮಂಡ್ಯ–ಚಾಮರಾಜನಗರ–ಕೊಡಗು–ಹಾಸನ (529, 212, 913, 239)
printer-phone: 8904224836 (1297, 2399, 1416, 2424)
lead-column-3 (584, 606, 831, 1181)
sidebar-box (1246, 568, 1421, 1218)
page-body (82, 385, 1421, 2464)
issue-info (853, 279, 1129, 301)
registration-marks-row (82, 2450, 1421, 2464)
role-desc: ಸಂಸತ್ ಸದಸ್ಯರು, ಚಾಮರಾಜನಗರ (544, 2148, 702, 2164)
photo-caption: ಮಹಿಳಾ ಸ್ವಾಸ್ಥ್ಯ ಕ್ಲಿನಿಕ್ ಆರಂಭಿಸಲು ಪ್ರಾಥಮಿಕ ಆರೋಗ್ಯ ಕೇಂದ್ರದ ಕೊಠಡಿಗೆ ಪಿಂಕ್ ಬಣ್ಣ ಹೊಡೆದು ಸಿದ್ಧತೆ ಮಾಡಿಕೊಂಡಿರುವುದು. (850, 743, 1237, 794)
divider (993, 1235, 996, 1561)
second-stories-row (82, 1235, 1421, 1561)
buddha-portrait (612, 1576, 688, 1681)
clinic-highlights (850, 482, 1421, 561)
rahul-gandhi-photo (516, 1355, 582, 1456)
role-name: ಸನ್ಮಾನ್ಯ ಶ್ರೀ ಎನ್. ಸಂತೋಷ ಹೆಗ್ಡೆ (490, 2013, 691, 2034)
convention-center-phone: Ph: 0821-2416419 | 95354 91919 (1216, 235, 1417, 249)
contact-line: ದೂರವಾಣಿ: 2496520, 2496521, 2496526, 2496527, 2496528, (91, 306, 438, 320)
flag-stripe-left (103, 1745, 134, 1879)
role-inauguration (382, 1975, 800, 2075)
role-desc: ಮೈಸೂರು ವಿಶ್ವವಿದ್ಯಾನಿಲಯ, ಮೈಸೂರು (896, 2057, 1074, 2074)
lead-headline-line1: ಬೊಮ್ಮಾಯಿ ಅವರೇ (82, 385, 554, 472)
divider (794, 273, 1059, 277)
role-name: ಶ್ರೀ ವಿ. ಶ್ರೀನಿವಾಸ ಪ್ರಸಾದ್ (546, 2123, 699, 2144)
